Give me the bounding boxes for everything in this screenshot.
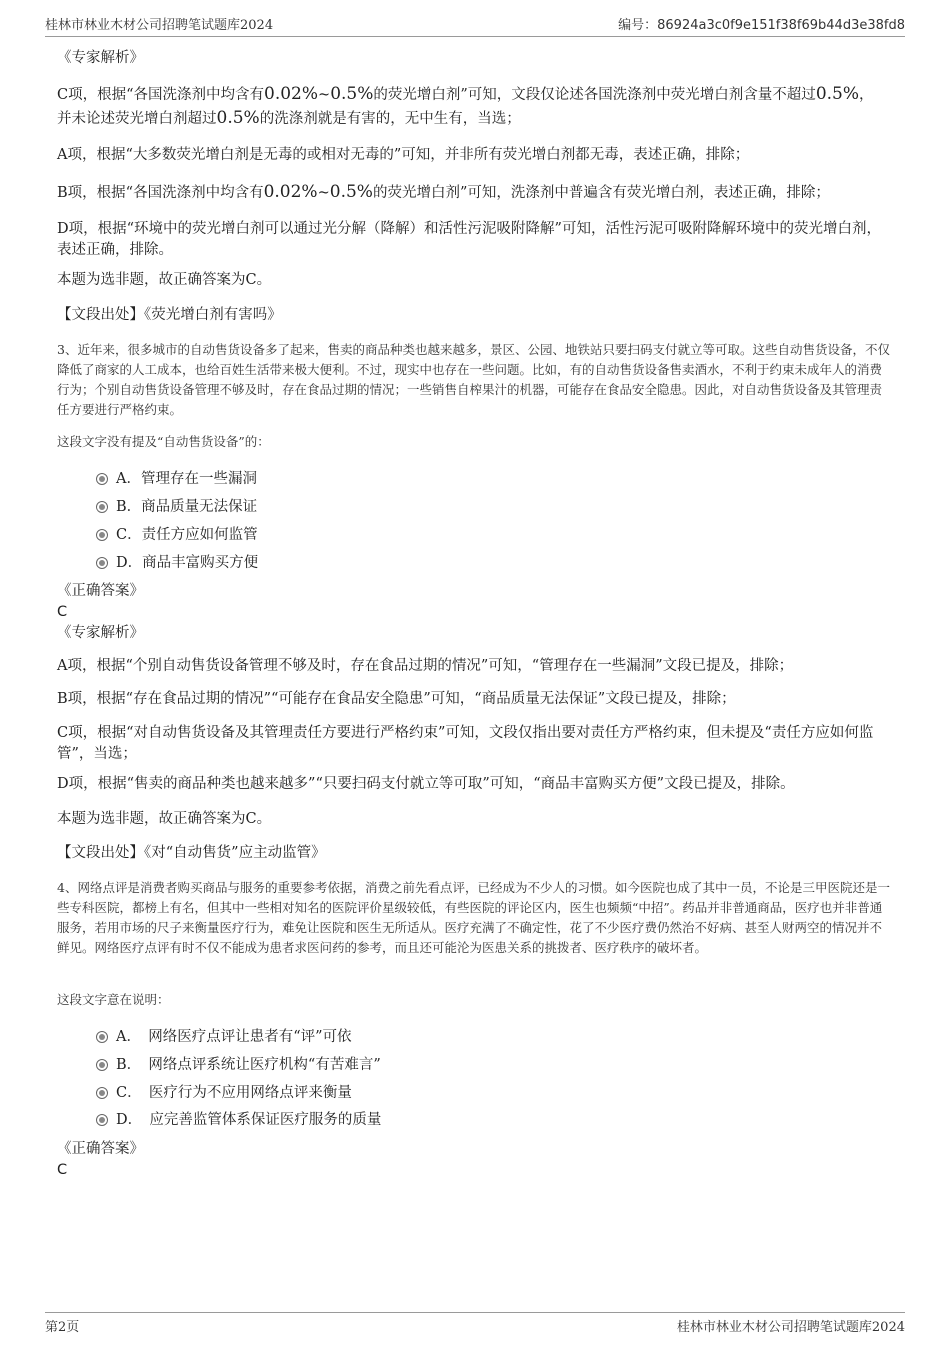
q4-option-c[interactable] <box>96 1083 352 1103</box>
q4-answer-label: 《正确答案》 <box>57 1141 144 1157</box>
radio-icon[interactable] <box>96 1114 108 1126</box>
radio-icon[interactable] <box>96 473 108 485</box>
q4-option-b[interactable] <box>96 1055 381 1075</box>
pct-high: 0.5% <box>330 84 374 104</box>
q2-c-text4: 并未论述荧光增白剂超过 <box>57 111 217 127</box>
option-label: D．商品丰富购买方便 <box>116 555 259 571</box>
option-label: D． 应完善监管体系保证医疗服务的质量 <box>116 1112 382 1128</box>
q2-conclusion: 本题为选非题，故正确答案为C。 <box>57 272 272 288</box>
pct-high: 0.5% <box>329 182 373 202</box>
q2-c-text5: 的洗涤剂就是有害的，无中生有，当选； <box>259 111 521 127</box>
option-label: A． 网络医疗点评让患者有“评”可依 <box>116 1029 352 1045</box>
q3-option-a[interactable] <box>96 469 257 489</box>
q3-conclusion: 本题为选非题，故正确答案为C。 <box>57 811 272 827</box>
q3-source: 【文段出处】《对“自动售货”应主动监管》 <box>57 845 326 861</box>
q3-explain-c: C项，根据“对自动售货设备及其管理责任方要进行严格约束”可知，文段仅指出要对责任方严格约束，但未提及“责任方应如何监管”，当选； <box>57 725 874 762</box>
q3-answer-label: 《正确答案》 <box>57 583 144 599</box>
q2-c-text3: ， <box>859 87 874 103</box>
q3-expert-label: 《专家解析》 <box>57 625 144 641</box>
footer-title: 桂林市林业木材公司招聘笔试题库2024 <box>676 1320 905 1335</box>
pct-high: 0.5% <box>815 84 860 104</box>
option-label: C． 医疗行为不应用网络点评来衡量 <box>116 1085 352 1101</box>
page-header <box>45 14 905 37</box>
q2-b-text2: 的荧光增白剂”可知，洗涤剂中普遍含有荧光增白剂，表述正确，排除； <box>372 185 830 201</box>
option-label: B． 网络点评系统让医疗机构“有苦难言” <box>116 1057 381 1073</box>
radio-icon[interactable] <box>96 557 108 569</box>
page-footer <box>45 1312 905 1335</box>
q2-explain-d: D项，根据“环境中的荧光增白剂可以通过光分解（降解）和活性污泥吸附降解”可知，活性污泥可吸附降解环境中的荧光增白剂，表述正确，排除。 <box>57 221 881 258</box>
option-label: C．责任方应如何监管 <box>116 527 258 543</box>
q4-question: 这段文字意在说明： <box>57 992 170 1007</box>
option-label: B．商品质量无法保证 <box>116 499 258 515</box>
q2-c-text2: 的荧光增白剂”可知，文段仅论述各国洗涤剂中荧光增白剂含量不超过 <box>373 87 816 103</box>
q3-question: 这段文字没有提及“自动售货设备”的： <box>57 434 270 449</box>
pct-high: 0.5% <box>216 108 260 128</box>
q2-explain-c-line2 <box>57 108 892 130</box>
q2-expert-label: 《专家解析》 <box>57 50 144 66</box>
q4-option-a[interactable] <box>96 1027 352 1047</box>
q2-c-text1: C项，根据“各国洗涤剂中均含有 <box>57 87 265 103</box>
q4-answer: C <box>57 1162 68 1178</box>
q3-option-b[interactable] <box>96 497 257 517</box>
q2-explain-c-line1 <box>57 84 892 106</box>
header-title: 桂林市林业木材公司招聘笔试题库2024 <box>45 18 274 33</box>
pct-tilde: ~ <box>318 87 331 103</box>
q3-option-d[interactable] <box>96 553 258 573</box>
radio-icon[interactable] <box>96 1087 108 1099</box>
q4-option-d[interactable] <box>96 1110 381 1130</box>
header-id: 编号：86924a3c0f9e151f38f69b44d3e38fd8 <box>618 18 905 33</box>
radio-icon[interactable] <box>96 529 108 541</box>
q4-passage: 4、网络点评是消费者购买商品与服务的重要参考依据，消费之前先看点评，已经成为不少人的习惯。如今医院也成了其中一员，不论是三甲医院还是一些专科医院，都榜上有名，但其中一些相对知名的医院评价星级较低，有些医院的评论区内，医生也频频“中招”。药品并非普通商品，医疗也并非普通服务，若用市场的尺子来衡量医疗行为，难免让医院和医生无所适从。医疗充满了不确定性，花了不少医疗费仍然治不好病、甚至人财两空的情况并不鲜见。网络医疗点评有时不仅不能成为患者求医问药的参考，而且还可能沦为医患关系的挑拨者、医疗秩序的破坏者。 <box>57 880 890 955</box>
pct-low: 0.02% <box>264 84 319 104</box>
radio-icon[interactable] <box>96 1031 108 1043</box>
q2-source: 【文段出处】《荧光增白剂有害吗》 <box>57 307 282 323</box>
q3-explain-d: D项，根据“售卖的商品种类也越来越多”“只要扫码支付就立等可取”可知，“商品丰富购买方便”文段已提及，排除。 <box>57 776 795 792</box>
q2-b-text1: B项，根据“各国洗涤剂中均含有 <box>57 185 264 201</box>
q3-explain-b: B项，根据“存在食品过期的情况”“可能存在食品安全隐患”可知，“商品质量无法保证”文段已提及，排除； <box>57 691 736 707</box>
q3-explain-a: A项，根据“个别自动售货设备管理不够及时，存在食品过期的情况”可知，“管理存在一些漏洞”文段已提及，排除； <box>57 658 794 674</box>
q2-explain-a: A项，根据“大多数荧光增白剂是无毒的或相对无毒的”可知，并非所有荧光增白剂都无毒，表述正确，排除； <box>57 147 750 163</box>
radio-icon[interactable] <box>96 501 108 513</box>
q3-option-c[interactable] <box>96 525 258 545</box>
q3-passage: 3、近年来，很多城市的自动售货设备多了起来，售卖的商品种类也越来越多，景区、公园、地铁站只要扫码支付就立等可取。这些自动售货设备，不仅降低了商家的人工成本，也给百姓生活带来极大便利。不过，现实中也存在一些问题。比如，有的自动售货设备售卖酒水，不利于约束未成年人的消费行为；个别自动售货设备管理不够及时，存在食品过期的情况；一些销售自榨果汁的机器，可能存在食品安全隐患。因此，对自动售货设备及其管理责任方要进行严格约束。 <box>57 342 890 417</box>
page-number: 第2页 <box>45 1320 80 1335</box>
q3-answer: C <box>57 604 68 620</box>
radio-icon[interactable] <box>96 1059 108 1071</box>
option-label: A．管理存在一些漏洞 <box>116 471 257 487</box>
q2-explain-b <box>57 182 892 204</box>
pct-low: 0.02% <box>263 182 318 202</box>
pct-tilde: ~ <box>317 185 330 201</box>
